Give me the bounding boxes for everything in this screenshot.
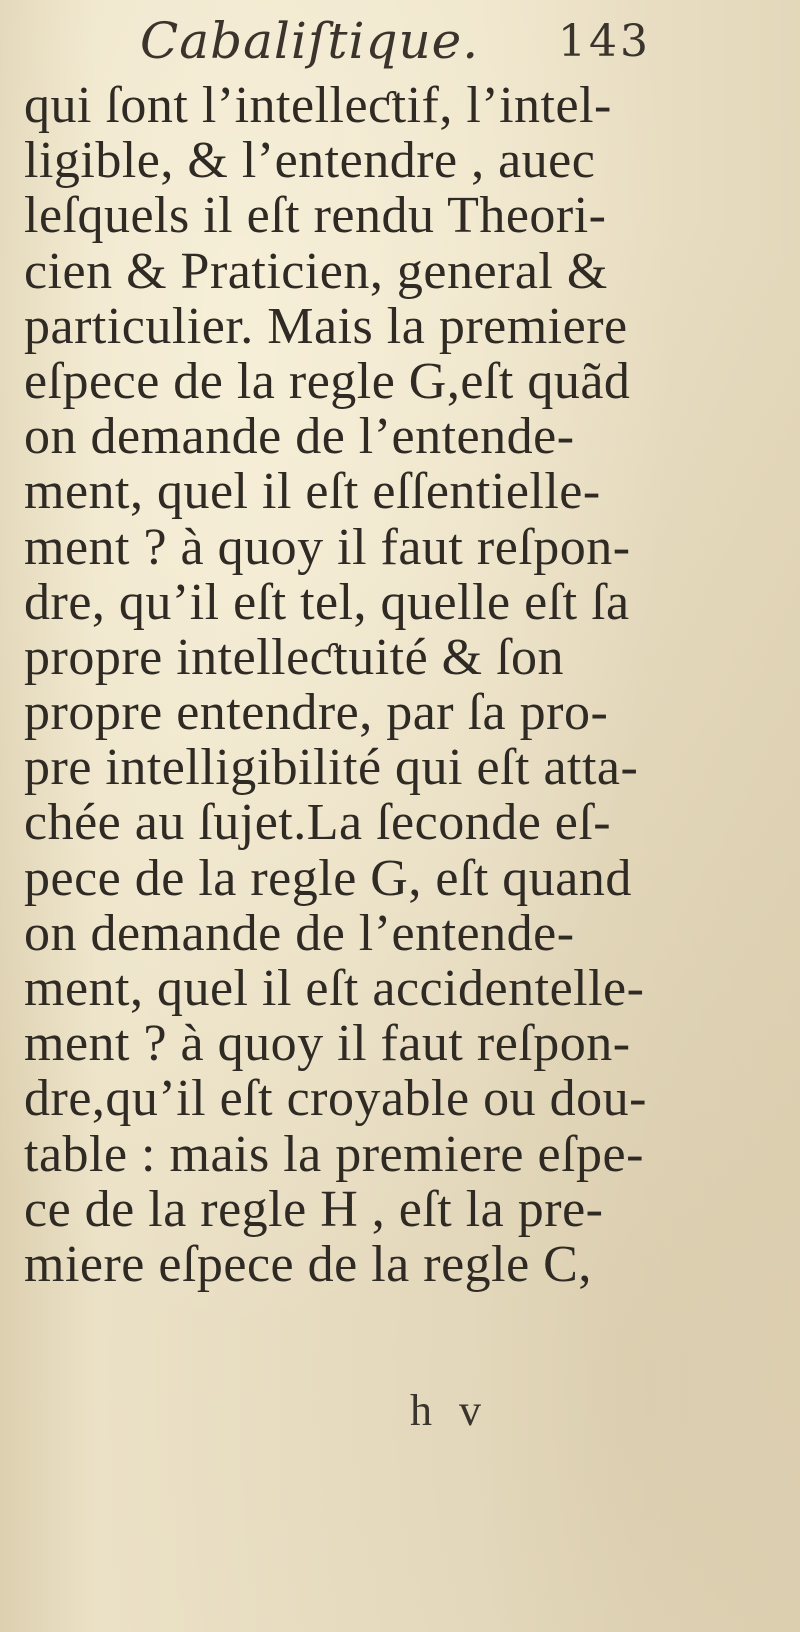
- page-number: 143: [558, 16, 651, 67]
- text-line: leſquels il eſt rendu Theori-: [24, 187, 607, 245]
- text-line: on demande de l’entende-: [24, 408, 575, 466]
- text-line: eſpece de la regle G,eſt quãd: [24, 352, 631, 410]
- text-line: cien & Praticien, general &: [24, 242, 608, 300]
- text-line: particulier. Mais la premiere: [24, 297, 628, 355]
- text-line: qui ſont l’intelleƈtif, l’intel-: [24, 77, 612, 134]
- body-text: [24, 78, 664, 1292]
- text-line: chée au ſujet.La ſeconde eſ-: [24, 794, 612, 852]
- text-line: on demande de l’entende-: [24, 904, 575, 962]
- text-line: propre entendre, par ſa pro-: [24, 684, 609, 742]
- text-line: dre, qu’il eſt tel, quelle eſt ſa: [24, 573, 630, 631]
- text-line: dre,qu’il eſt croyable ou dou-: [24, 1070, 647, 1128]
- running-title: Cabaliſtique.: [140, 12, 480, 70]
- text-line: propre intelleƈtuité & ſon: [24, 628, 565, 686]
- text-line: ment ? à quoy il faut reſpon-: [24, 518, 631, 576]
- running-head: [0, 12, 800, 74]
- text-line: ce de la regle H , eſt la pre-: [24, 1180, 604, 1238]
- signature-mark: h v: [410, 1386, 489, 1435]
- text-line: ment, quel il eſt accidentelle-: [24, 960, 645, 1017]
- text-line: miere eſpece de la regle C,: [24, 1235, 592, 1293]
- text-line: ligible, & l’entendre , auec: [24, 132, 596, 190]
- text-line: ment, quel il eſt eſſentielle-: [24, 463, 601, 521]
- text-line: pece de la regle G, eſt quand: [24, 849, 632, 907]
- text-line: pre intelligibilité qui eſt atta-: [24, 739, 639, 797]
- text-line: table : mais la premiere eſpe-: [24, 1125, 644, 1183]
- text-line: ment ? à quoy il faut reſpon-: [24, 1015, 631, 1073]
